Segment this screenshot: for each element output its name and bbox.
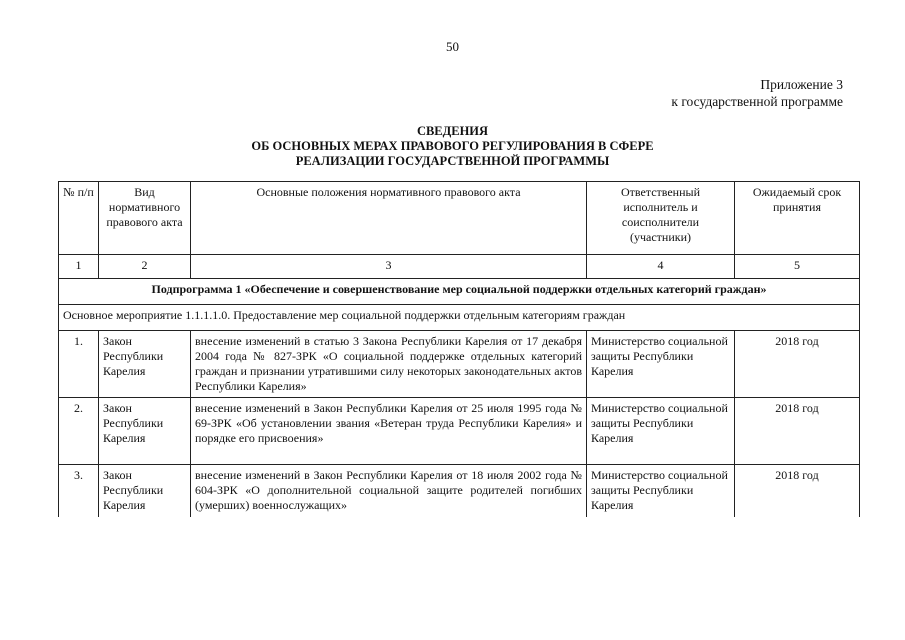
row-executor: Министерство социальной защиты Республики Карелия (587, 465, 735, 518)
appendix-line-1: Приложение 3 (760, 77, 843, 92)
column-number: 3 (191, 255, 587, 279)
row-act-content: внесение изменений в Закон Республики Карелия от 25 июля 1995 года № 69-ЗРК «Об установлении звания «Ветеран труда Республики Карелия» и порядке его присвоения» (191, 398, 587, 465)
title-line-2: ОБ ОСНОВНЫХ МЕРАХ ПРАВОВОГО РЕГУЛИРОВАНИЯ В СФЕРЕ (251, 139, 654, 153)
row-term: 2018 год (735, 398, 860, 465)
header-act-type: Вид нормативного правового акта (99, 182, 191, 255)
header-term: Ожидаемый срок принятия (735, 182, 860, 255)
row-act-type: Закон Республики Карелия (99, 398, 191, 465)
row-term: 2018 год (735, 331, 860, 398)
title-line-1: СВЕДЕНИЯ (416, 124, 489, 138)
table-row (59, 465, 860, 518)
table-row (59, 398, 860, 465)
column-number: 1 (59, 255, 99, 279)
row-number: 3. (59, 465, 99, 518)
subprogram-row (59, 279, 860, 305)
header-act-content: Основные положения нормативного правового акта (191, 182, 587, 255)
header-executor: Ответственный исполнитель и соисполнители (участники) (587, 182, 735, 255)
main-activity-title: Основное мероприятие 1.1.1.1.0. Предоставление мер социальной поддержки отдельным категориям граждан (59, 305, 860, 331)
column-number: 2 (99, 255, 191, 279)
main-activity-row (59, 305, 860, 331)
row-act-content: внесение изменений в статью 3 Закона Республики Карелия от 17 декабря 2004 года № 827-ЗРК «О социальной поддержке отдельных категорий граждан и признании утратившими силу некоторых законодательных актов Республики Карелия» (191, 331, 587, 398)
table-header-row (59, 182, 860, 255)
row-number: 1. (59, 331, 99, 398)
table-row (59, 331, 860, 398)
title-line-3: РЕАЛИЗАЦИИ ГОСУДАРСТВЕННОЙ ПРОГРАММЫ (295, 154, 610, 168)
header-number: № п/п (59, 182, 99, 255)
column-numbers-row (59, 255, 860, 279)
subprogram-title: Подпрограмма 1 «Обеспечение и совершенствование мер социальной поддержки отдельных категорий граждан» (59, 279, 860, 305)
measures-table (58, 181, 860, 517)
appendix-line-2: к государственной программе (671, 94, 843, 109)
row-executor: Министерство социальной защиты Республики Карелия (587, 398, 735, 465)
row-act-content: внесение изменений в Закон Республики Карелия от 18 июля 2002 года № 604-ЗРК «О дополнительной социальной защите родителей погибших (умерших) военнослужащих» (191, 465, 587, 518)
row-act-type: Закон Республики Карелия (99, 465, 191, 518)
row-number: 2. (59, 398, 99, 465)
row-term: 2018 год (735, 465, 860, 518)
column-number: 4 (587, 255, 735, 279)
page-number: 50 (446, 39, 459, 54)
row-executor: Министерство социальной защиты Республики Карелия (587, 331, 735, 398)
document-title (0, 124, 905, 169)
row-act-type: Закон Республики Карелия (99, 331, 191, 398)
column-number: 5 (735, 255, 860, 279)
appendix-note (671, 76, 843, 110)
